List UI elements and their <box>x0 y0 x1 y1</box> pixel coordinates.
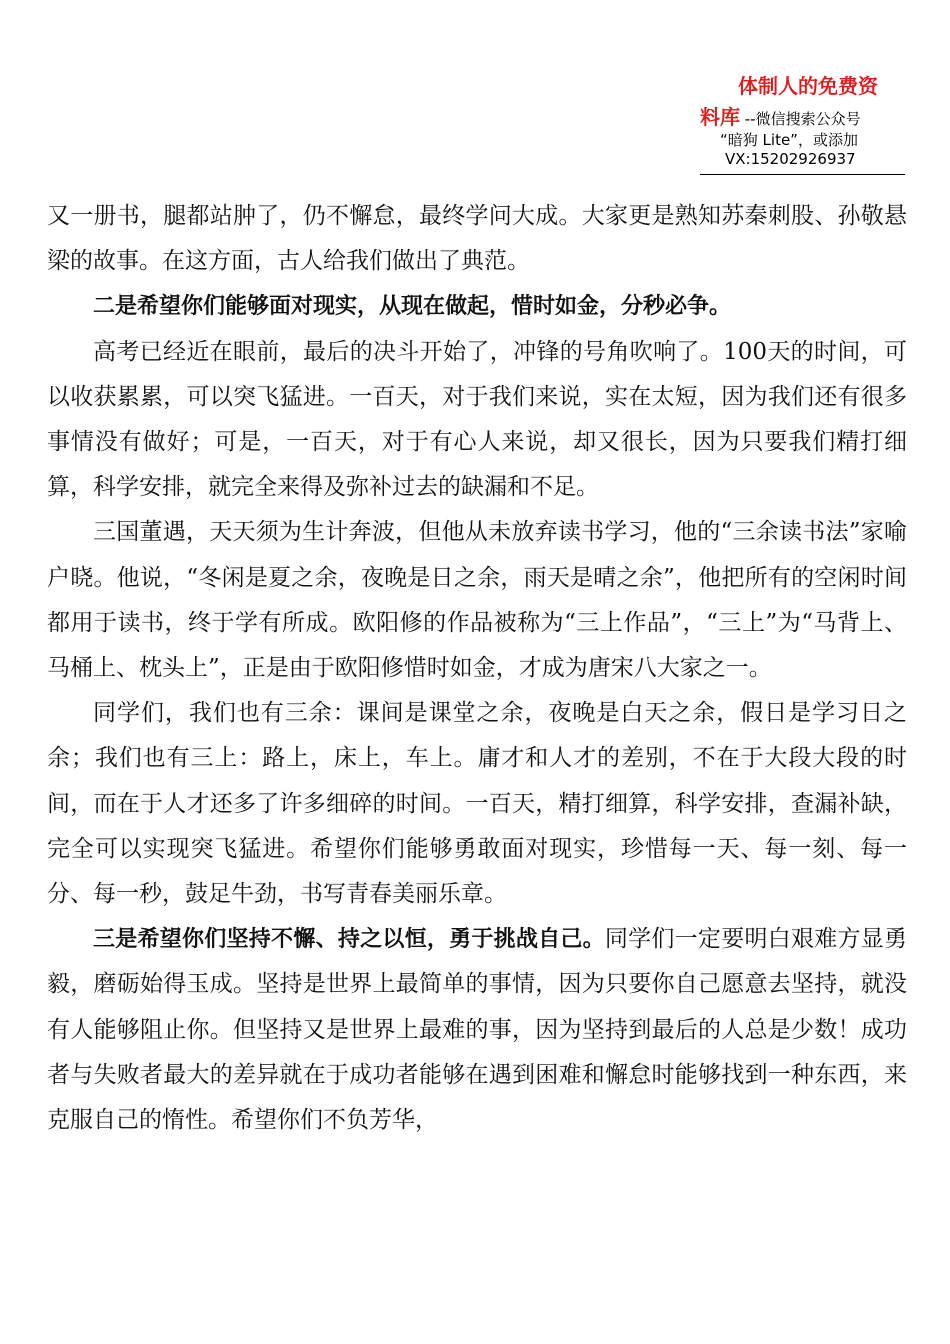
paragraph-4: 三国董遇，天天须为生计奔波，但他从未放弃读书学习，他的“三余读书法”家喻户晓。他说，“冬闲是夏之余，夜晚是日之余，雨天是晴之余”，他把所有的空闲时间都用于读书，终于学有所成。欧阳修的作品被称为“三上作品”，“三上”为“马背上、马桶上、枕头上”，正是由于欧阳修惜时如金，才成为唐宋八大家之一。 <box>47 519 907 682</box>
heading-2: 二是希望你们能够面对现实，从现在做起，惜时如金，分秒必争。 <box>93 294 732 320</box>
paragraph-6-text: 同学们一定要明白艰难方显勇毅，磨砺始得玉成。坚持是世界上最简单的事情，因为只要你自己愿意去坚持，就没有人能够阻止你。但坚持又是世界上最难的事，因为坚持到最后的人总是少数！成功者与失败者最大的差异就在于成功者能够在遇到困难和懈怠时能够找到一种东西，来克服自己的惰性。希望你们不负芳华， <box>47 926 907 1134</box>
paragraph-5: 同学们，我们也有三余：课间是课堂之余，夜晚是白天之余，假日是学习日之余；我们也有三上：路上，床上，车上。庸才和人才的差别，不在于大段大段的时间，而在于人才还多了许多细碎的时间。一百天，精打细算，科学安排，查漏补缺，完全可以实现突飞猛进。希望你们能够勇敢面对现实，珍惜每一天、每一刻、每一分、每一秒，鼓足牛劲，书写青春美丽乐章。 <box>47 700 907 908</box>
header-line-2-black: --微信搜索公众号 <box>740 110 861 128</box>
heading-3: 三是希望你们坚持不懈、持之以恒，勇于挑战自己。 <box>93 927 605 953</box>
paragraph-1: 又一册书，腿都站肿了，仍不懈怠，最终学问大成。大家更是熟知苏秦刺股、孙敬悬梁的故事。在这方面，古人给我们做出了典范。 <box>47 203 907 275</box>
header-line-2-red: 料库 <box>700 105 740 129</box>
header-line-3: “暗狗 Lite”，或添加 <box>720 131 858 149</box>
body-text <box>47 194 907 1143</box>
paragraph-3: 高考已经近在眼前，最后的决斗开始了，冲锋的号角吹响了。100天的时间，可以收获累累，可以突飞猛进。一百天，对于我们来说，实在太短，因为我们还有很多事情没有做好；可是，一百天，对于有心人来说，却又很长，因为只要我们精打细算，科学安排，就完全来得及弥补过去的缺漏和不足。 <box>47 338 907 501</box>
paragraph-2-heading <box>47 284 907 329</box>
header-line-2 <box>700 101 861 130</box>
header-title: 体制人的免费资 <box>738 74 878 98</box>
watermark-header <box>700 70 905 175</box>
header-line-4: VX:15202926937 <box>725 150 856 168</box>
paragraph-6 <box>47 917 907 1143</box>
